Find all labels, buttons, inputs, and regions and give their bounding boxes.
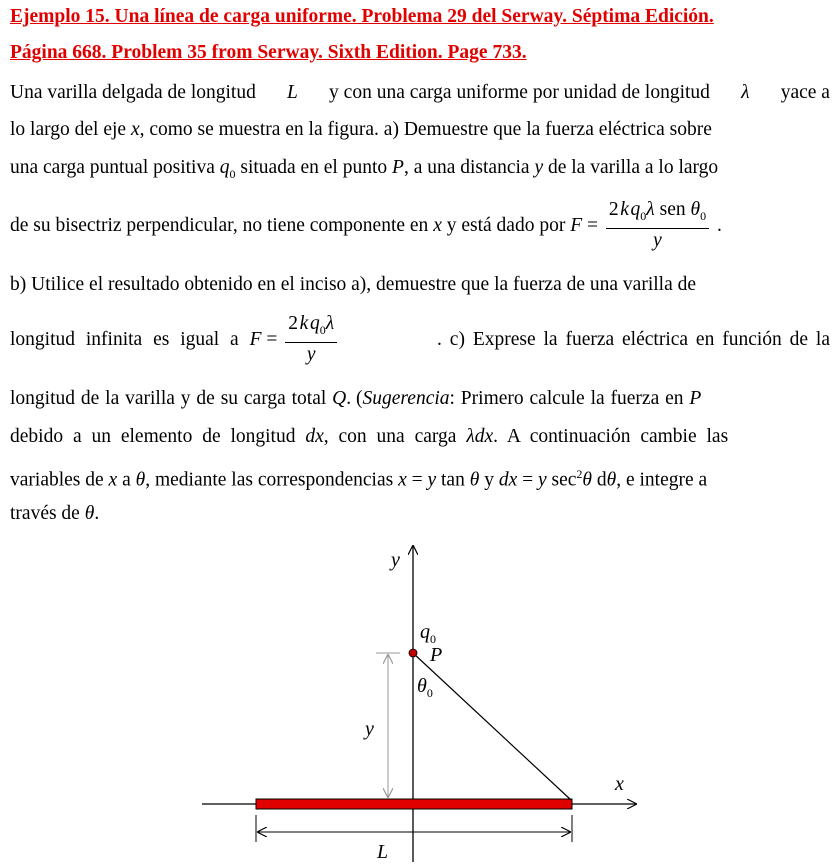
paragraph-line-7: longitud de la varilla y de su carga total Q. (Sugerencia: Primero calcule la fuerza en P: [10, 388, 702, 409]
charge-label: $q_0$: [420, 621, 436, 646]
paragraph-line-2: lo largo del eje x, como se muestra en la figura. a) Demuestre que la fuerza eléctrica sobre: [10, 119, 712, 140]
paragraph-line-5: b) Utilice el resultado obtenido en el inciso a), demuestre que la fuerza de una varilla de: [10, 274, 697, 295]
force-formula-fraction: $\frac{2 k q_0\lambda sen \theta_0}{y}$: [606, 199, 709, 253]
paragraph-line-9: variables de x a θ, mediante las correspondencias x = y tan θ y dx = y $\sec^2\theta$ dθ, e integre a: [10, 467, 708, 491]
paragraph-line-3: una carga puntual positiva $q_0$ situada en el punto P, a una distancia y de la varilla a lo largo: [10, 157, 719, 181]
point-p-label: P: [430, 644, 443, 666]
paragraph-line-8: debido a un elemento de longitud dx, con una carga λdx. A continuación cambie las: [10, 426, 729, 447]
paragraph-line-10: través de θ.: [10, 503, 100, 524]
point-charge: [409, 649, 417, 657]
line-p-to-rod-end: [413, 653, 571, 800]
paragraph-line-6: longitud infinita es igual a F = $\frac{2 k q_0\lambda}{y}$ . c) Exprese la fuerza eléctrica en función de la: [10, 313, 830, 365]
x-axis-label: x: [615, 773, 624, 795]
paragraph-line-1: Una varilla delgada de longitud L y con una carga uniforme por unidad de longitud λ yace a: [10, 82, 830, 103]
title-line-2: Página 668. Problem 35 from Serway. Sixth Edition. Page 733.: [10, 42, 527, 63]
title-line-1: Ejemplo 15. Una línea de carga uniforme. Problema 29 del Serway. Séptima Edición.: [10, 6, 714, 27]
paragraph-line-4: de su bisectriz perpendicular, no tiene componente en x y está dado por F = $\frac{2 k q_0\lambda sen \theta_0}{y}$ .: [10, 199, 722, 251]
charged-rod: [256, 799, 572, 809]
distance-y-label: y: [365, 718, 374, 740]
infinite-force-fraction: $\frac{2 k q_0\lambda}{y}$: [285, 313, 337, 367]
angle-label: $\theta_0$: [417, 675, 433, 700]
y-axis-label: y: [391, 549, 400, 571]
length-l-label: L: [377, 841, 389, 863]
